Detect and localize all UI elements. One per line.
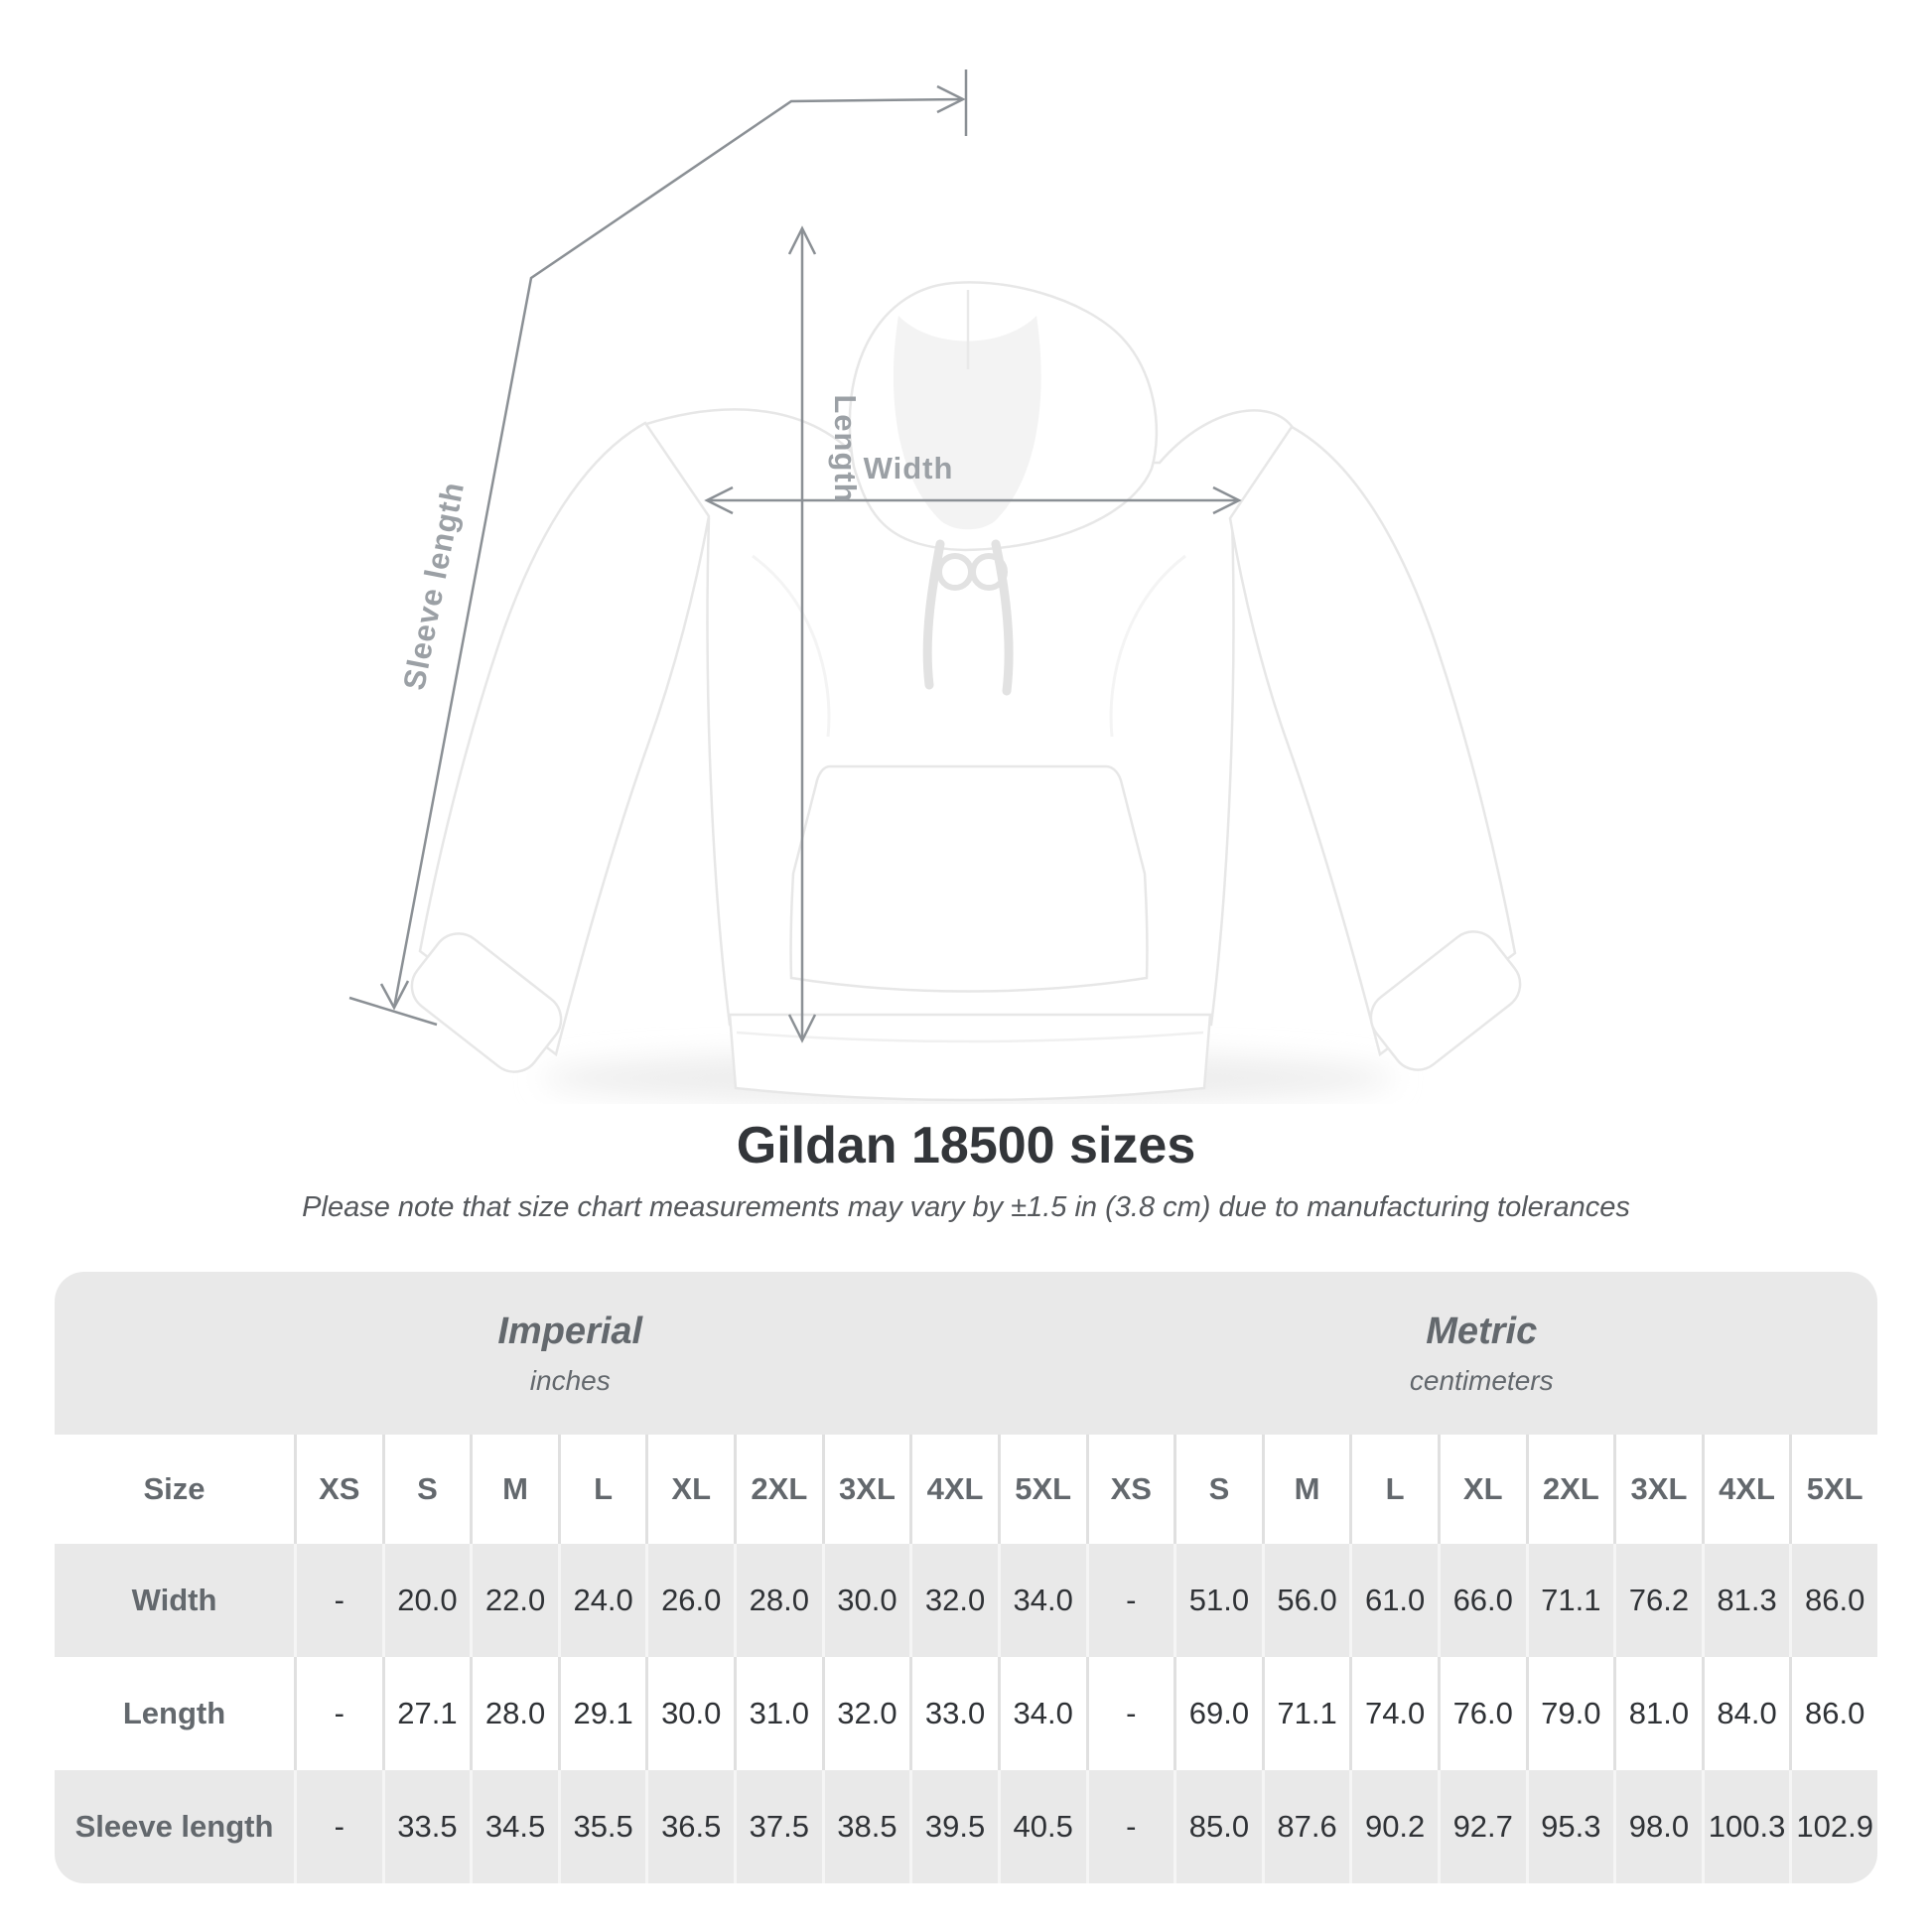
size-header-imperial-xs: XS (294, 1435, 382, 1544)
size-header-imperial-4xl: 4XL (909, 1435, 998, 1544)
value-cell-metric: 79.0 (1526, 1657, 1614, 1770)
value-cell-metric: 90.2 (1349, 1770, 1438, 1883)
value-cell-metric: 86.0 (1789, 1657, 1877, 1770)
value-cell-imperial: - (294, 1657, 382, 1770)
value-cell-metric: 100.3 (1702, 1770, 1790, 1883)
value-cell-imperial: 34.0 (998, 1657, 1086, 1770)
hoodie-pocket (791, 766, 1148, 992)
row-label-width: Width (131, 1583, 217, 1617)
size-header-metric-l: L (1349, 1435, 1438, 1544)
size-header-imperial-3xl: 3XL (822, 1435, 910, 1544)
size-header-imperial-m: M (470, 1435, 558, 1544)
value-cell-imperial: 33.5 (382, 1770, 471, 1883)
size-table (55, 1272, 1877, 1883)
imperial-group-header (55, 1272, 1086, 1435)
value-cell-metric: - (1086, 1544, 1174, 1657)
value-cell-metric: 87.6 (1262, 1770, 1350, 1883)
value-cell-imperial: 31.0 (734, 1657, 822, 1770)
hoodie-illustration (401, 282, 1530, 1100)
value-cell-metric: 81.3 (1702, 1544, 1790, 1657)
size-header-imperial-l: L (558, 1435, 646, 1544)
value-cell-metric: 76.0 (1438, 1657, 1526, 1770)
value-cell-imperial: - (294, 1544, 382, 1657)
value-cell-imperial: 37.5 (734, 1770, 822, 1883)
size-column-label: Size (143, 1471, 206, 1506)
size-header-imperial-2xl: 2XL (734, 1435, 822, 1544)
row-label-sleeve-length: Sleeve length (74, 1809, 274, 1844)
metric-group-title: Metric (1426, 1310, 1538, 1352)
value-cell-metric: 95.3 (1526, 1770, 1614, 1883)
value-cell-metric: 74.0 (1349, 1657, 1438, 1770)
size-header-imperial-xl: XL (645, 1435, 734, 1544)
value-cell-imperial: 39.5 (909, 1770, 998, 1883)
row-label-length: Length (122, 1696, 226, 1730)
value-cell-imperial: 38.5 (822, 1770, 910, 1883)
value-cell-metric: 84.0 (1702, 1657, 1790, 1770)
value-cell-metric: 51.0 (1173, 1544, 1262, 1657)
length-label: Length (828, 394, 863, 503)
size-header-imperial-s: S (382, 1435, 471, 1544)
value-cell-imperial: 30.0 (645, 1657, 734, 1770)
table-row (55, 1770, 1877, 1883)
metric-group-unit: centimeters (1409, 1364, 1554, 1396)
value-cell-metric: 102.9 (1789, 1770, 1877, 1883)
value-cell-imperial: 33.0 (909, 1657, 998, 1770)
imperial-group-unit: inches (529, 1364, 611, 1396)
value-cell-imperial: 28.0 (734, 1544, 822, 1657)
value-cell-metric: 92.7 (1438, 1770, 1526, 1883)
size-header-metric-3xl: 3XL (1613, 1435, 1702, 1544)
value-cell-imperial: 22.0 (470, 1544, 558, 1657)
table-row (55, 1657, 1877, 1770)
metric-group-header (1086, 1272, 1878, 1435)
value-cell-metric: - (1086, 1657, 1174, 1770)
value-cell-imperial: 34.0 (998, 1544, 1086, 1657)
size-header-metric-2xl: 2XL (1526, 1435, 1614, 1544)
value-cell-metric: 61.0 (1349, 1544, 1438, 1657)
value-cell-metric: - (1086, 1770, 1174, 1883)
unit-group-header-row (55, 1272, 1877, 1435)
size-header-metric-4xl: 4XL (1702, 1435, 1790, 1544)
sleeve-length-label: Sleeve length (396, 479, 472, 693)
value-cell-metric: 66.0 (1438, 1544, 1526, 1657)
value-cell-imperial: 32.0 (822, 1657, 910, 1770)
size-header-row (55, 1435, 1877, 1544)
value-cell-imperial: 26.0 (645, 1544, 734, 1657)
value-cell-imperial: 27.1 (382, 1657, 471, 1770)
size-header-metric-xs: XS (1086, 1435, 1174, 1544)
value-cell-imperial: 30.0 (822, 1544, 910, 1657)
value-cell-metric: 71.1 (1526, 1544, 1614, 1657)
value-cell-imperial: 29.1 (558, 1657, 646, 1770)
tolerance-note: Please note that size chart measurements may vary by ±1.5 in (3.8 cm) due to manufacturing tolerances (302, 1191, 1630, 1223)
table-row (55, 1544, 1877, 1657)
value-cell-imperial: 36.5 (645, 1770, 734, 1883)
size-header-metric-5xl: 5XL (1789, 1435, 1877, 1544)
width-label: Width (863, 451, 954, 485)
value-cell-metric: 86.0 (1789, 1544, 1877, 1657)
imperial-group-title: Imperial (497, 1310, 643, 1352)
value-cell-metric: 85.0 (1173, 1770, 1262, 1883)
value-cell-imperial: - (294, 1770, 382, 1883)
value-cell-imperial: 34.5 (470, 1770, 558, 1883)
size-header-metric-xl: XL (1438, 1435, 1526, 1544)
size-header-metric-m: M (1262, 1435, 1350, 1544)
value-cell-imperial: 40.5 (998, 1770, 1086, 1883)
size-header-imperial-5xl: 5XL (998, 1435, 1086, 1544)
value-cell-imperial: 24.0 (558, 1544, 646, 1657)
value-cell-metric: 98.0 (1613, 1770, 1702, 1883)
value-cell-imperial: 32.0 (909, 1544, 998, 1657)
value-cell-metric: 56.0 (1262, 1544, 1350, 1657)
value-cell-imperial: 35.5 (558, 1770, 646, 1883)
value-cell-metric: 81.0 (1613, 1657, 1702, 1770)
value-cell-imperial: 28.0 (470, 1657, 558, 1770)
value-cell-metric: 71.1 (1262, 1657, 1350, 1770)
value-cell-imperial: 20.0 (382, 1544, 471, 1657)
size-header-metric-s: S (1173, 1435, 1262, 1544)
value-cell-metric: 76.2 (1613, 1544, 1702, 1657)
page-title: Gildan 18500 sizes (736, 1117, 1196, 1174)
value-cell-metric: 69.0 (1173, 1657, 1262, 1770)
